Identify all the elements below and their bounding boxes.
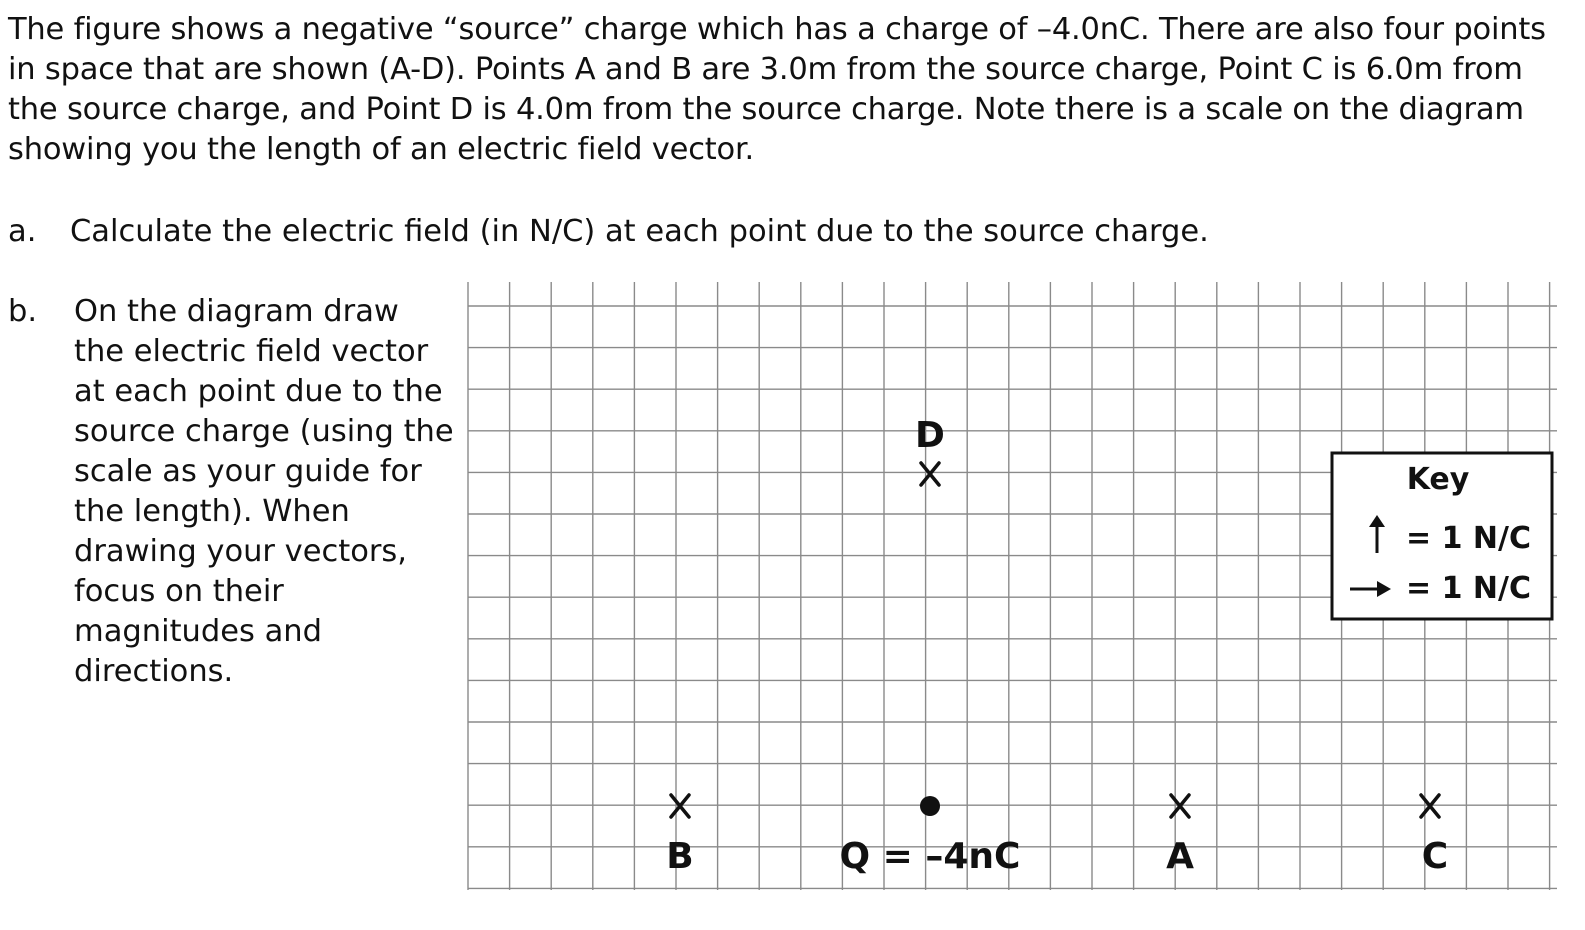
point-c-marker [1421,795,1439,817]
point-b-label: B [666,836,694,877]
key-title: Key [1406,462,1470,497]
part-b-label: b. [8,294,38,329]
key-box [1332,453,1552,619]
part-a-label: a. [8,214,37,249]
source-charge-dot [920,796,940,816]
point-b-marker [671,795,689,817]
point-a-marker [1171,795,1189,817]
part-b-text: On the diagram draw the electric field vector at each point due to the source charge (using the scale as your guide for the length). When drawing your vectors, focus on their magnitudes and directions. [74,294,454,689]
key-up-value: = 1 N/C [1406,521,1531,556]
point-c-label: C [1421,836,1449,877]
point-d-marker [921,463,939,485]
source-charge-label: Q = –4nC [839,836,1021,877]
point-a-label: A [1166,836,1194,877]
point-d[interactable] [915,415,945,485]
point-b[interactable] [666,795,693,877]
point-d-label: D [915,415,945,456]
key-right-value: = 1 N/C [1406,571,1531,606]
problem-intro: The figure shows a negative “source” charge which has a charge of –4.0nC. There are also four points in space that are shown (A-D). Points A and B are 3.0m from the source charge, Point C is 6.0m from the source charge, and Point D is 4.0m from the source charge. Note there is a scale on the diagram showing you the length of an electric field vector. [8,12,1546,167]
point-a[interactable] [1166,795,1194,877]
source-charge[interactable] [840,796,1021,877]
part-a-text: Calculate the electric field (in N/C) at each point due to the source charge. [70,214,1209,249]
